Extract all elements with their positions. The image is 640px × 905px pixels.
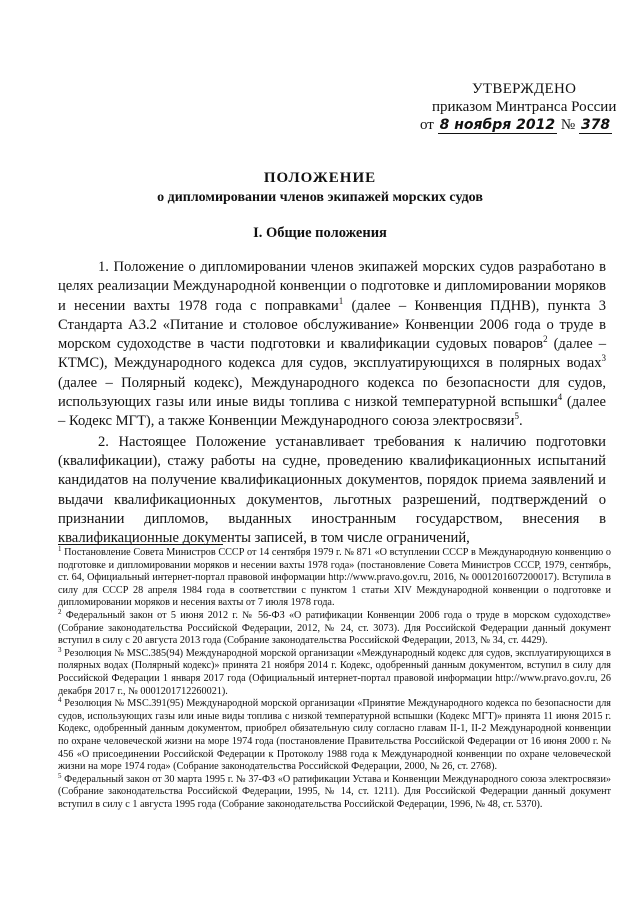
paragraph-1: 1. Положение о дипломировании членов экипажей морских судов разработано в целях реализации Международной конвенции о подготовке и дипломировании моряков и несении вахты 1978 года с поправками$^1$ (далее – Конвенция ПДНВ), пункта 3 Стандарта А3.2 «Питание и столовое обслуживание» Конвенции 2006 года о труде в морском судоходстве в части подготовки и квалификации судовых поваров$^2$ (далее – КТМС), Международного кодекса для судов, эксплуатирующихся в полярных водах$^3$ (далее – Полярный кодекс), Международного кодекса по безопасности для судов, использующих газы или иные виды топлива с низкой температурной вспышки$^4$ (далее – Кодекс МГТ), а также Конвенции Международного союза электросвязи$^5$. [58,259,607,430]
approval-date-line [420,116,620,134]
paragraph-2: 2. Настоящее Положение устанавливает требования к наличию подготовки (квалификации), стажу работы на судне, проведению квалификационных испытаний кандидатов на получение квалификационных документов, порядок приема заявлений и выдачи квалификационных документов, льготных разрешений, подтверждений о признании дипломов, выданных иностранным государством, внесения в квалификационные документы записей, в том числе ограничений, [58,433,606,547]
footnote-ref-4: 4 [557,392,563,403]
footnote-ref-5: 5 [514,411,519,422]
document-subtitle: о дипломировании членов экипажей морских судов [157,190,483,205]
document-title: ПОЛОЖЕНИЕ [263,170,377,186]
footnote-3: $^3$ Резолюция № MSC.385(94) Международной морской организации «Международный кодекс для судов, эксплуатирующихся в полярных водах (Полярный кодекс)» принята 21 ноября 2014 г. Кодекс, одобренный данным документом, вступил в силу для Российской Федерации 1 января 2017 года (Официальный интернет-портал правовой информации http://www.pravo.gov.ru, 26 декабря 2017 г., № 0001201712260021). [58,645,611,697]
footnote-5: $^5$ Федеральный закон от 30 марта 1995 г. № 37-ФЗ «О ратификации Устава и Конвенции Международного союза электросвязи» (Собрание законодательства Российской Федерации, 1995, № 14, ст. 1211). Для Российской Федерации данный документ вступил в силу с 1 августа 1995 года (Собрание законодательства Российской Федерации, 1996, № 48, ст. 5370). [58,771,611,810]
footnote-1: $^1$ Постановление Совета Министров СССР от 14 сентября 1979 г. № 871 «О вступлении СССР в Международную конвенцию о подготовке и дипломировании моряков и несении вахты 1978 года» (постановление Совета Министров СССР, 1979, сентябрь, ст. 64, Официальный интернет-портал правовой информации http://www.pravo.gov.ru, 2016, № 0001201607200017). Вступила в силу для СССР 28 апреля 1984 года в соответствии с пунктом 1 статьи XIV Международной конвенции о подготовке и дипломировании моряков и несения вахты от 7 июля 1978 года. [58,545,611,609]
approved-by-order: приказом Минтранса России [432,99,617,115]
footnotes [58,547,611,811]
footnote-4: $^4$ Резолюция № MSC.391(95) Международной морской организации «Принятие Международного кодекса по безопасности для судов, использующих газы или иные виды топлива с низкой температурной вспышки (Кодекс МГТ)» принята 11 июня 2015 г. Кодекс, одобренный данным документом, приобрел обязательную силу согласно главам II-1, II-2 Международной конвенции по охране человеческой жизни на море 1974 года (постановление Правительства Российской Федерации от 16 июня 2000 г. № 456 «О присоединении Российской Федерации к Протоколу 1988 года к Международной конвенции по охране человеческой жизни на море 1974 года» (Собрание законодательства Российской Федерации, 2000, № 26, ст. 2768). [58,696,611,773]
number-label: № [560,117,576,133]
footnote-divider [58,544,223,545]
handwritten-number: 378 [580,117,611,133]
footnote-2: $^2$ Федеральный закон от 5 июня 2012 г. № 56-ФЗ «О ратификации Конвенции 2006 года о труде в морском судоходстве» (Собрание законодательства Российской Федерации, 2012, № 24, ст. 3073). Для Российской Федерации данный документ вступил в силу с 20 августа 2013 года (Собрание законодательства Российской Федерации, 2013, № 34, ст. 4429). [58,607,611,647]
document-body [58,258,606,549]
footnote-ref-1: 1 [338,295,344,306]
footnote-ref-3: 3 [601,353,606,364]
handwritten-date: 8 ноября 2012 [439,117,556,133]
section-heading: I. Общие положения [253,225,387,241]
approved-label: УТВЕРЖДЕНО [472,81,577,97]
footnote-ref-2: 2 [543,334,548,345]
approval-stamp-block [420,80,620,134]
from-label: от [420,117,434,133]
